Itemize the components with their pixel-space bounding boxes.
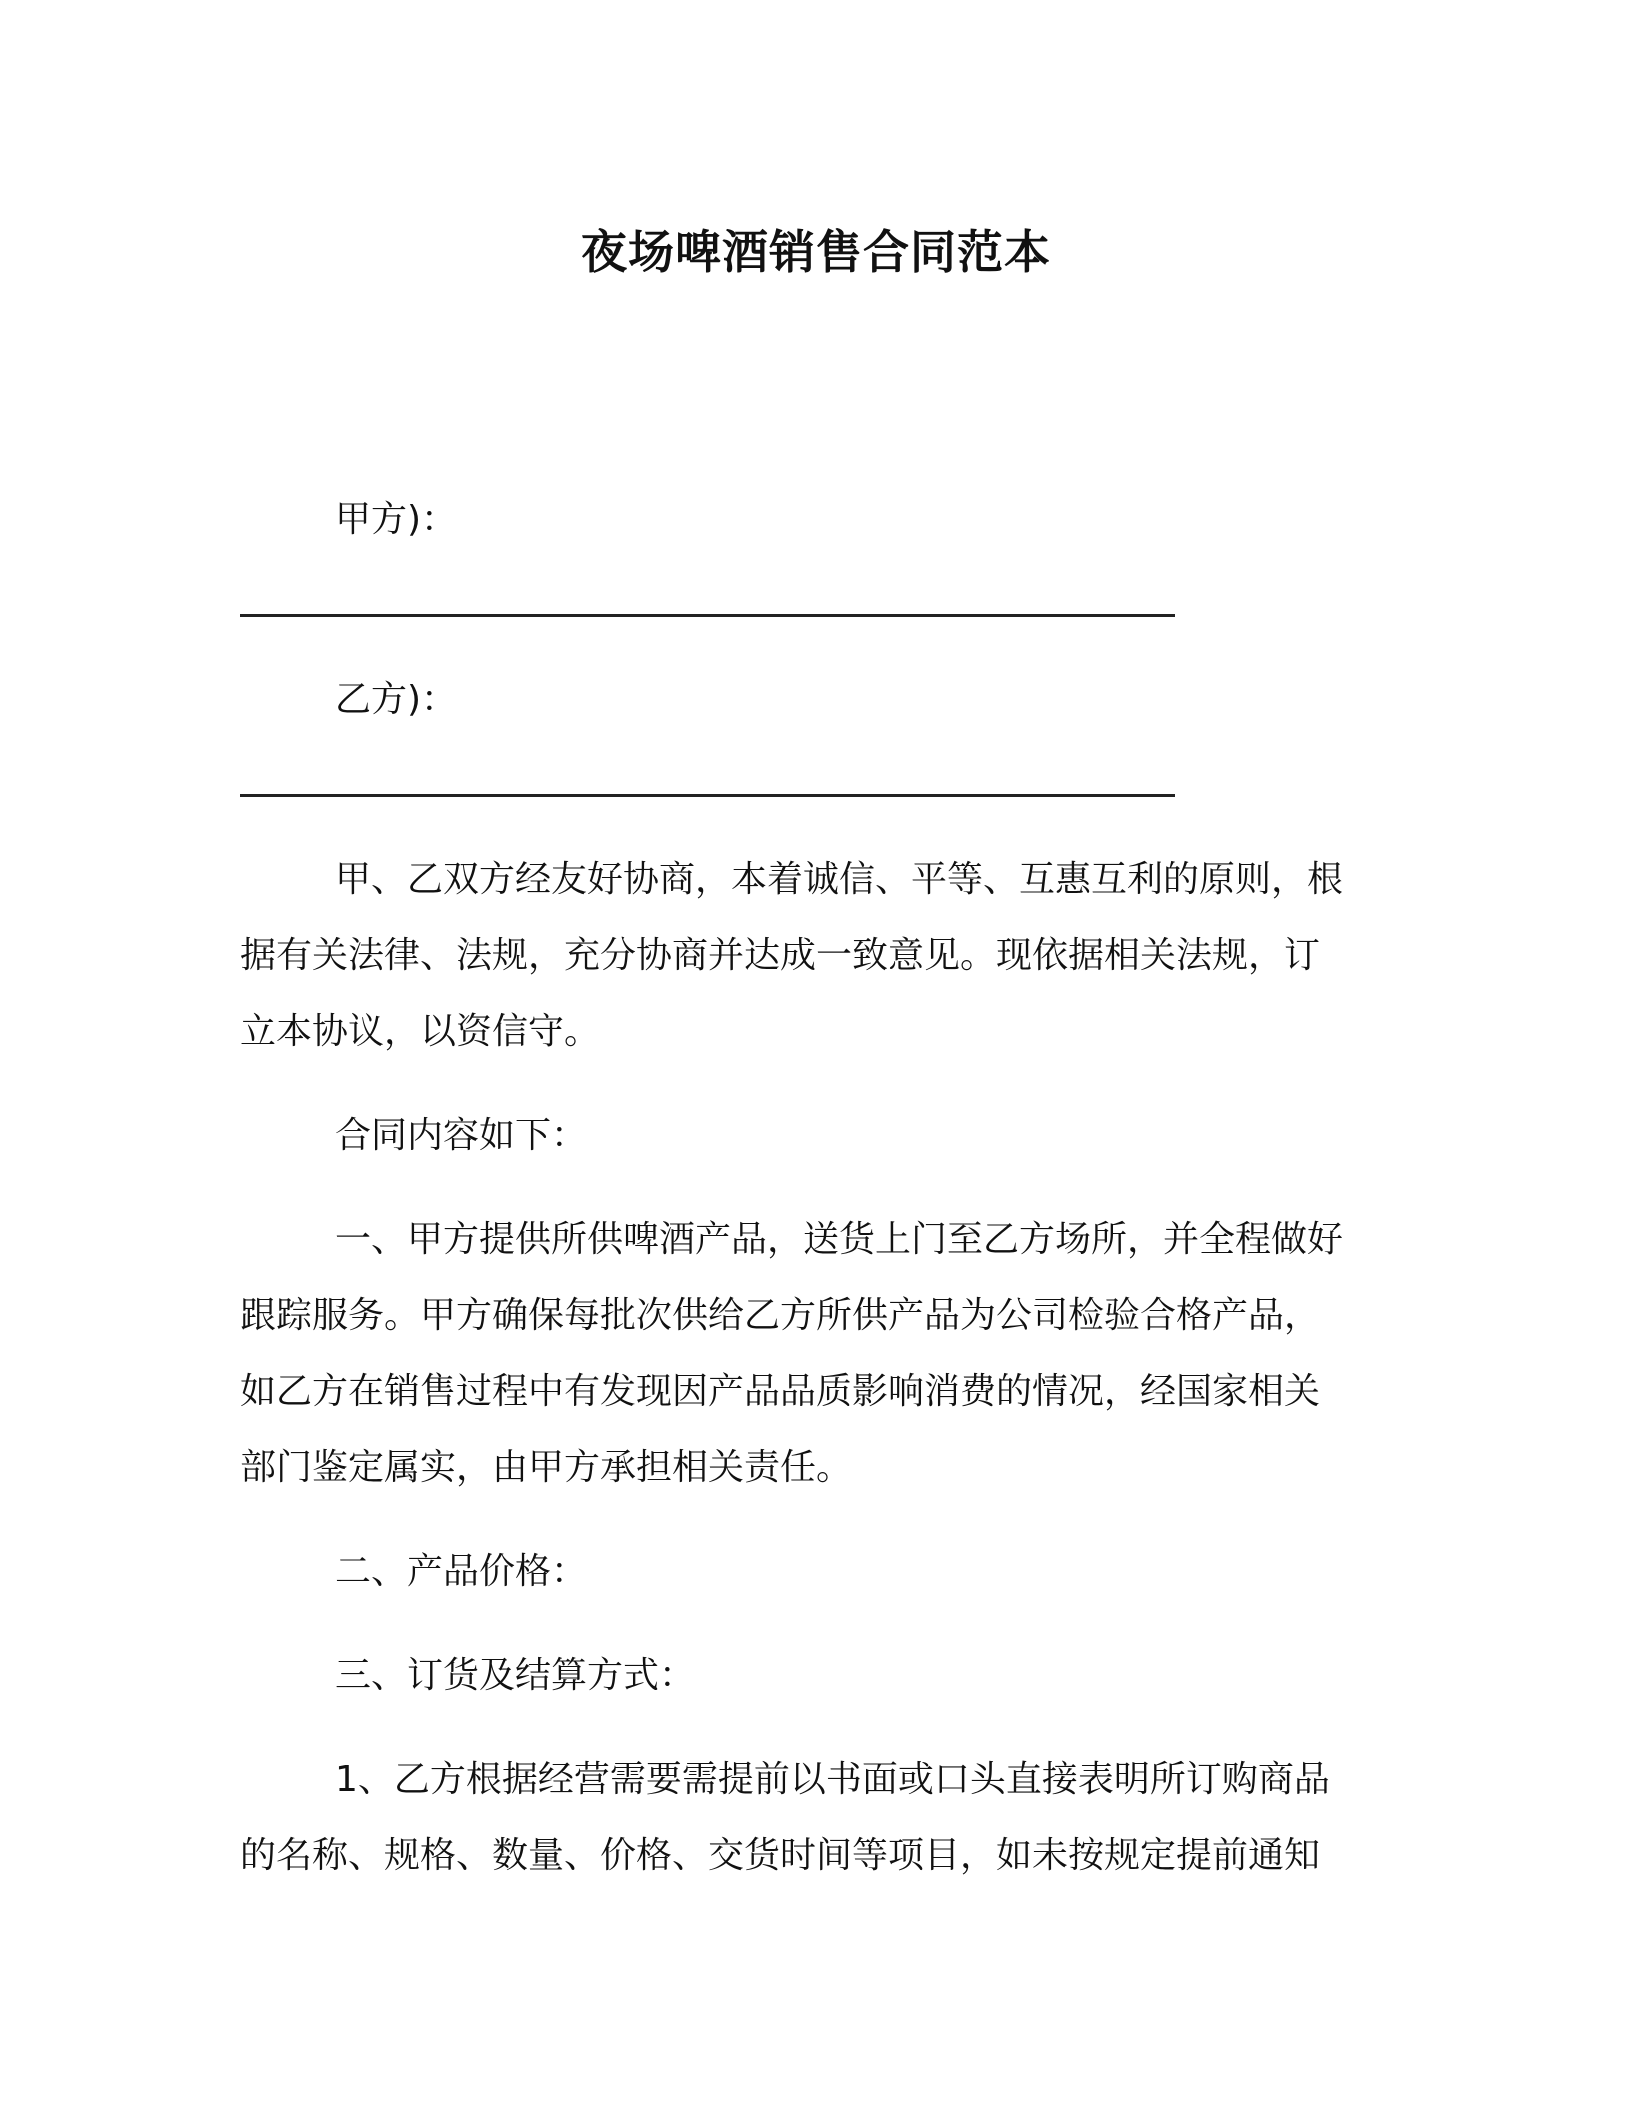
party-b-label: 乙方)： (335, 679, 458, 720)
clause-3-1-line: 1、乙方根据经营需要需提前以书面或口头直接表明所订购商品 (335, 1759, 1330, 1800)
intro-line: 立本协议，以资信守。 (240, 1011, 601, 1052)
clause-2-heading: 二、产品价格： (335, 1551, 588, 1592)
clause-3-heading: 三、订货及结算方式： (335, 1655, 696, 1696)
clause-1-line: 如乙方在销售过程中有发现因产品品质影响消费的情况，经国家相关 (240, 1371, 1321, 1412)
party-a-blank-line (240, 614, 1175, 617)
intro-line: 据有关法律、法规，充分协商并达成一致意见。现依据相关法规，订 (240, 935, 1321, 976)
clause-1-line: 一、甲方提供所供啤酒产品，送货上门至乙方场所，并全程做好 (335, 1219, 1344, 1260)
clause-1-line: 部门鉴定属实，由甲方承担相关责任。 (240, 1447, 853, 1488)
intro-line: 甲、乙双方经友好协商，本着诚信、平等、互惠互利的原则，根 (335, 859, 1344, 900)
clause-1-line: 跟踪服务。甲方确保每批次供给乙方所供产品为公司检验合格产品， (240, 1295, 1321, 1336)
clause-3-1-line: 的名称、规格、数量、价格、交货时间等项目，如未按规定提前通知 (240, 1835, 1321, 1876)
party-a-label: 甲方)： (335, 499, 458, 540)
party-b-blank-line (240, 794, 1175, 797)
document-title: 夜场啤酒销售合同范本 (581, 225, 1051, 279)
contents-heading: 合同内容如下： (335, 1115, 588, 1156)
